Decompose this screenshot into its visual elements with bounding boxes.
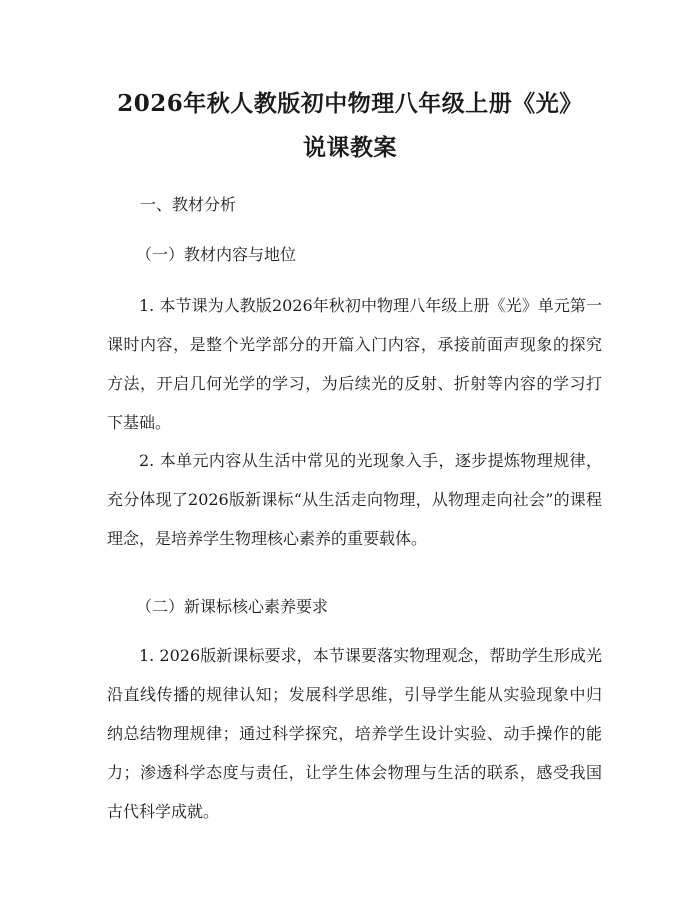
document-title-line1: 2026年秋人教版初中物理八年级上册《光》 — [117, 90, 583, 117]
document-title-line2: 说课教案 — [303, 134, 397, 161]
section-heading-textbook-analysis: 一、教材分析 — [140, 195, 237, 214]
paragraph-3: 1. 2026版新课标要求，本节课要落实物理观念，帮助学生形成光沿直线传播的规律认知；发展科学思维，引导学生能从实验现象中归纳总结物理规律；通过科学探究，培养学生设计实验、动手操作的能力；渗透科学态度与责任，让学生体会物理与生活的联系，感受我国古代科学成就。 — [107, 646, 602, 821]
paragraph-2: 2. 本单元内容从生活中常见的光现象入手，逐步提炼物理规律，充分体现了2026版新课标“从生活走向物理，从物理走向社会”的课程理念，是培养学生物理核心素养的重要载体。 — [107, 451, 602, 548]
subsection-heading-core-literacy: （二）新课标核心素养要求 — [136, 597, 329, 616]
paragraph-1: 1. 本节课为人教版2026年秋初中物理八年级上册《光》单元第一课时内容，是整个光学部分的开篇入门内容，承接前面声现象的探究方法，开启几何光学的学习，为后续光的反射、折射等内容的学习打下基础。 — [107, 296, 602, 432]
subsection-heading-content-status: （一）教材内容与地位 — [136, 245, 297, 264]
